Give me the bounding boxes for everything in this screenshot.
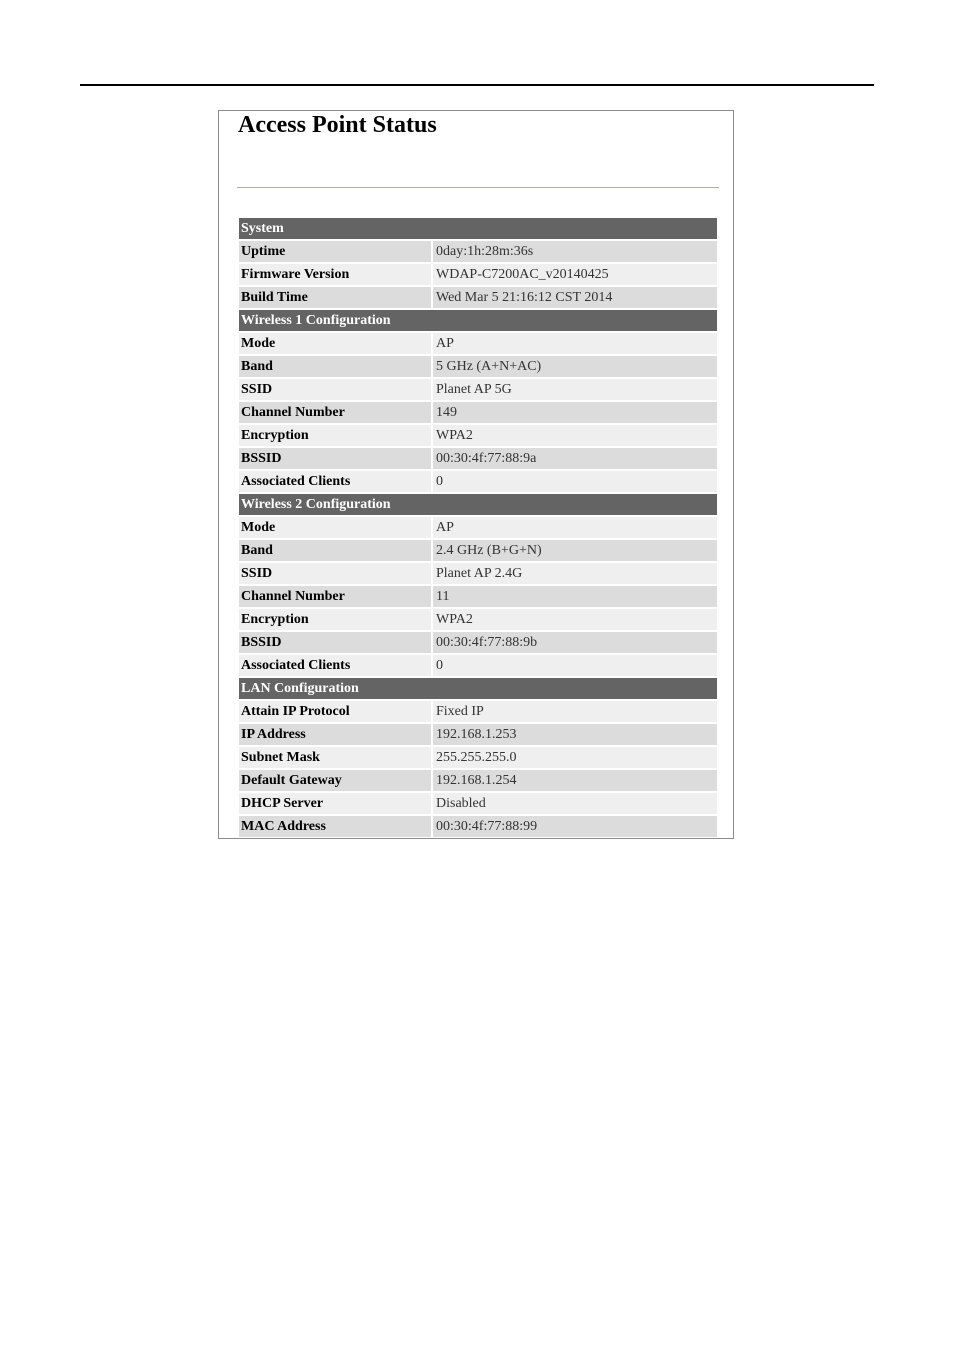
row-value: 0day:1h:28m:36s <box>436 244 534 259</box>
access-point-status-panel <box>218 110 734 839</box>
row-label: Default Gateway <box>241 773 342 788</box>
row-value: 11 <box>436 589 450 604</box>
table-row-ssid <box>239 563 717 584</box>
table-row-band <box>239 356 717 377</box>
row-value: Fixed IP <box>436 704 484 719</box>
row-value: AP <box>436 520 454 535</box>
section-title: System <box>241 221 284 236</box>
row-label: Band <box>241 543 273 558</box>
table-row-bssid <box>239 632 717 653</box>
table-row-encryption <box>239 609 717 630</box>
table-row-channel-number <box>239 586 717 607</box>
table-row-subnet-mask <box>239 747 717 768</box>
row-label: IP Address <box>241 727 306 742</box>
row-label: BSSID <box>241 451 282 466</box>
row-value: 192.168.1.253 <box>436 727 517 742</box>
row-value: WDAP-C7200AC_v20140425 <box>436 267 609 282</box>
row-label: Firmware Version <box>241 267 350 282</box>
row-label: Channel Number <box>241 405 345 420</box>
row-value: 255.255.255.0 <box>436 750 517 765</box>
row-value: Wed Mar 5 21:16:12 CST 2014 <box>436 290 613 305</box>
row-label: DHCP Server <box>241 796 324 811</box>
section-header-wireless-1 <box>239 310 717 331</box>
row-label: MAC Address <box>241 819 326 834</box>
table-row-uptime <box>239 241 717 262</box>
row-value: WPA2 <box>436 428 473 443</box>
row-label: Mode <box>241 520 276 535</box>
row-label: SSID <box>241 566 273 581</box>
status-table <box>239 218 717 839</box>
section-title: LAN Configuration <box>241 681 359 696</box>
table-row-firmware-version <box>239 264 717 285</box>
table-row-channel-number <box>239 402 717 423</box>
row-label: Build Time <box>241 290 308 305</box>
row-label: Associated Clients <box>241 474 351 489</box>
row-value: 0 <box>436 474 443 489</box>
row-label: Band <box>241 359 273 374</box>
row-value: 00:30:4f:77:88:99 <box>436 819 538 834</box>
row-value: WPA2 <box>436 612 473 627</box>
row-value: 00:30:4f:77:88:9a <box>436 451 537 466</box>
section-title: Wireless 2 Configuration <box>241 497 391 512</box>
section-header-system <box>239 218 717 239</box>
row-label: Subnet Mask <box>241 750 320 765</box>
section-header-wireless-2 <box>239 494 717 515</box>
row-value: 149 <box>436 405 457 420</box>
row-label: Mode <box>241 336 276 351</box>
table-row-ip-address <box>239 724 717 745</box>
table-row-dhcp-server <box>239 793 717 814</box>
row-label: Channel Number <box>241 589 345 604</box>
row-value: 192.168.1.254 <box>436 773 517 788</box>
row-value: 5 GHz (A+N+AC) <box>436 359 542 374</box>
row-label: Encryption <box>241 612 309 627</box>
page-header-rule <box>80 84 874 86</box>
row-label: Associated Clients <box>241 658 351 673</box>
row-label: Attain IP Protocol <box>241 704 350 719</box>
row-value: 2.4 GHz (B+G+N) <box>436 543 542 558</box>
table-row-mac-address <box>239 816 717 837</box>
table-row-build-time <box>239 287 717 308</box>
table-row-associated-clients <box>239 471 717 492</box>
table-row-band <box>239 540 717 561</box>
page-title: Access Point Status <box>238 112 437 138</box>
row-value: AP <box>436 336 454 351</box>
row-value: Planet AP 5G <box>436 382 512 397</box>
row-value: 0 <box>436 658 443 673</box>
row-value: 00:30:4f:77:88:9b <box>436 635 538 650</box>
row-label: Encryption <box>241 428 309 443</box>
row-value: Planet AP 2.4G <box>436 566 523 581</box>
row-label: BSSID <box>241 635 282 650</box>
table-row-bssid <box>239 448 717 469</box>
section-title: Wireless 1 Configuration <box>241 313 391 328</box>
title-divider <box>237 187 719 188</box>
row-label: Uptime <box>241 244 286 259</box>
table-row-ssid <box>239 379 717 400</box>
table-row-mode <box>239 517 717 538</box>
section-header-lan <box>239 678 717 699</box>
table-row-mode <box>239 333 717 354</box>
row-value: Disabled <box>436 796 486 811</box>
table-row-attain-ip-protocol <box>239 701 717 722</box>
table-row-associated-clients <box>239 655 717 676</box>
row-label: SSID <box>241 382 273 397</box>
table-row-default-gateway <box>239 770 717 791</box>
table-row-encryption <box>239 425 717 446</box>
